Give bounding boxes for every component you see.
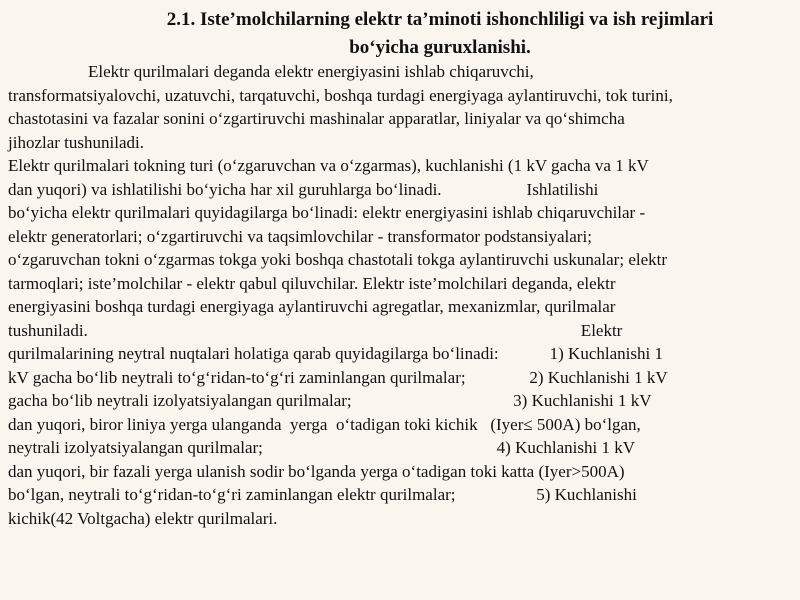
body-line: o‘zgaruvchan tokni o‘zgarmas tokga yoki boshqa chastotali tokga aylantiruvchi uskunalar; elektr (8, 250, 668, 269)
document-title (100, 6, 780, 62)
body-line: chastotasini va fazalar sonini o‘zgartiruvchi mashinalar apparatlar, liniyalar va qo‘shimcha (8, 109, 625, 128)
body-line: gacha bo‘lib neytrali izolyatsiyalangan qurilmalar; 3) Kuchlanishi 1 kV (8, 391, 652, 410)
body-line: dan yuqori, biror liniya yerga ulanganda yerga o‘tadigan toki kichik (Iyer≤ 500A) bo‘lgan, (8, 414, 641, 434)
title-line-2: bo‘yicha guruxlanishi. (349, 37, 531, 58)
body-line: elektr generatorlari; o‘zgartiruvchi va taqsimlovchilar - transformator podstansiyalari; (8, 226, 592, 246)
body-line: Elektr qurilmalari deganda elektr energiyasini ishlab chiqaruvchi, (88, 62, 534, 81)
body-line: tushuniladi. Elektr (8, 320, 623, 340)
document-body (8, 60, 792, 530)
body-line: bo‘yicha elektr qurilmalari quyidagilarga bo‘linadi: elektr energiyasini ishlab chiqaruvchilar - (8, 203, 646, 222)
body-line: dan yuqori) va ishlatilishi bo‘yicha har xil guruhlarga bo‘linadi. Ishlatilishi (8, 179, 599, 199)
body-line: tarmoqlari; iste’molchilar - elektr qabul qiluvchilar. Elektr iste’molchilari deganda, elektr (8, 273, 616, 293)
body-line: energiyasini boshqa turdagi energiyaga aylantiruvchi agregatlar, mexanizmlar, qurilmalar (8, 297, 616, 316)
body-line: Elektr qurilmalari tokning turi (o‘zgaruvchan va o‘zgarmas), kuchlanishi (1 kV gacha va 1 kV (8, 156, 649, 175)
body-line: transformatsiyalovchi, uzatuvchi, tarqatuvchi, boshqa turdagi energiyaga aylantiruvchi, tok turini, (8, 85, 673, 105)
body-line: kV gacha bo‘lib neytrali to‘g‘ridan-to‘g‘ri zaminlangan qurilmalar; 2) Kuchlanishi 1 kV (8, 367, 668, 387)
body-line: neytrali izolyatsiyalangan qurilmalar; 4) Kuchlanishi 1 kV (8, 438, 635, 457)
title-line-1: 2.1. Iste’molchilarning elektr ta’minoti ishonchliligi va ish rejimlari (166, 9, 714, 30)
body-line: jihozlar tushuniladi. (8, 132, 144, 152)
body-line: qurilmalarining neytral nuqtalari holatiga qarab quyidagilarga bo‘linadi: 1) Kuchlanishi 1 (8, 344, 663, 363)
body-line: dan yuqori, bir fazali yerga ulanish sodir bo‘lganda yerga o‘tadigan toki katta (Iyer>500A) (8, 461, 625, 481)
body-line: bo‘lgan, neytrali to‘g‘ridan-to‘g‘ri zaminlangan elektr qurilmalar; 5) Kuchlanishi (8, 485, 637, 504)
body-line: kichik(42 Voltgacha) elektr qurilmalari. (8, 508, 278, 528)
